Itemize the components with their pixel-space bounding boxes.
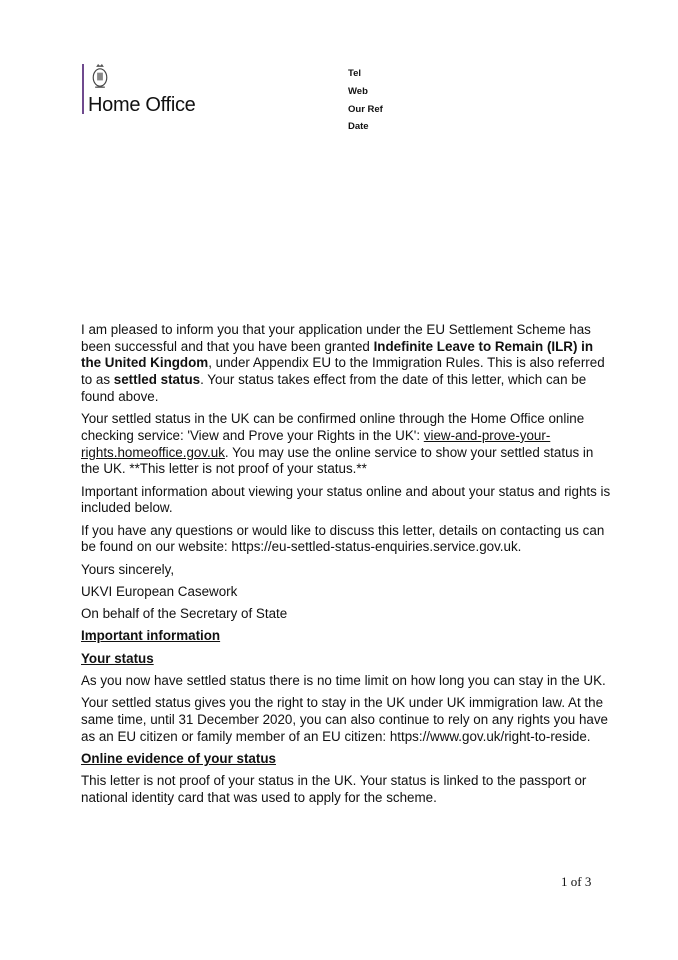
paragraph-grant: I am pleased to inform you that your application under the EU Settlement Scheme has been successful and that you have been granted Indefinite Leave to Remain (ILR) in the United Kingdom, under Appendix EU to the Immigration Rules. This is also referred to as settled status. Your status takes effect from the date of this letter, which can be found above. bbox=[81, 322, 605, 404]
heading-online-evidence: Online evidence of your status bbox=[81, 751, 276, 766]
logo-bar bbox=[82, 64, 84, 114]
heading-your-status: Your status bbox=[81, 650, 154, 666]
our-ref-label: Our Ref bbox=[348, 104, 383, 115]
heading-important-information: Important information bbox=[81, 628, 221, 644]
letter-body bbox=[81, 322, 613, 812]
tel-label: Tel bbox=[348, 68, 362, 79]
view-prove-rights-link[interactable]: view-and-prove-your-rights.homeoffice.gov.uk bbox=[81, 427, 551, 460]
paragraph-no-time-limit: As you now have settled status there is no time limit on how long you can stay in the UK. bbox=[81, 673, 606, 688]
paragraph-contact: If you have any questions or would like to discuss this letter, details on contacting us can be found on our website: https://eu-settled-status-enquiries.service.gov.uk. bbox=[81, 522, 605, 555]
date-label: Date bbox=[348, 121, 369, 132]
closing: Yours sincerely, bbox=[81, 561, 175, 577]
paragraph-not-proof: This letter is not proof of your status in the UK. Your status is linked to the passport or national identity card that was used to apply for the scheme. bbox=[81, 773, 587, 805]
signatory: UKVI European Casework bbox=[81, 583, 238, 599]
royal-crest-icon bbox=[90, 63, 110, 92]
home-office-logo: Home Office bbox=[88, 94, 196, 116]
on-behalf: On behalf of the Secretary of State bbox=[81, 606, 288, 622]
web-label: Web bbox=[348, 86, 368, 97]
paragraph-info: Important information about viewing your status online and about your status and rights is included below. bbox=[81, 483, 611, 516]
paragraph-online-check: Your settled status in the UK can be confirmed online through the Home Office online checking service: 'View and Prove your Rights in the UK': view-and-prove-your-rights.homeoffice.gov.uk. You may use the online service to show your settled status in the UK. **This letter is not proof of your status.** bbox=[81, 411, 594, 477]
page-number: 1 of 3 bbox=[561, 874, 592, 889]
paragraph-rights: Your settled status gives you the right to stay in the UK under UK immigration law. At the same time, until 31 December 2020, you can also continue to rely on any rights you have as an EU citizen or family member of an EU citizen: https://www.gov.uk/right-to-reside. bbox=[81, 695, 608, 744]
